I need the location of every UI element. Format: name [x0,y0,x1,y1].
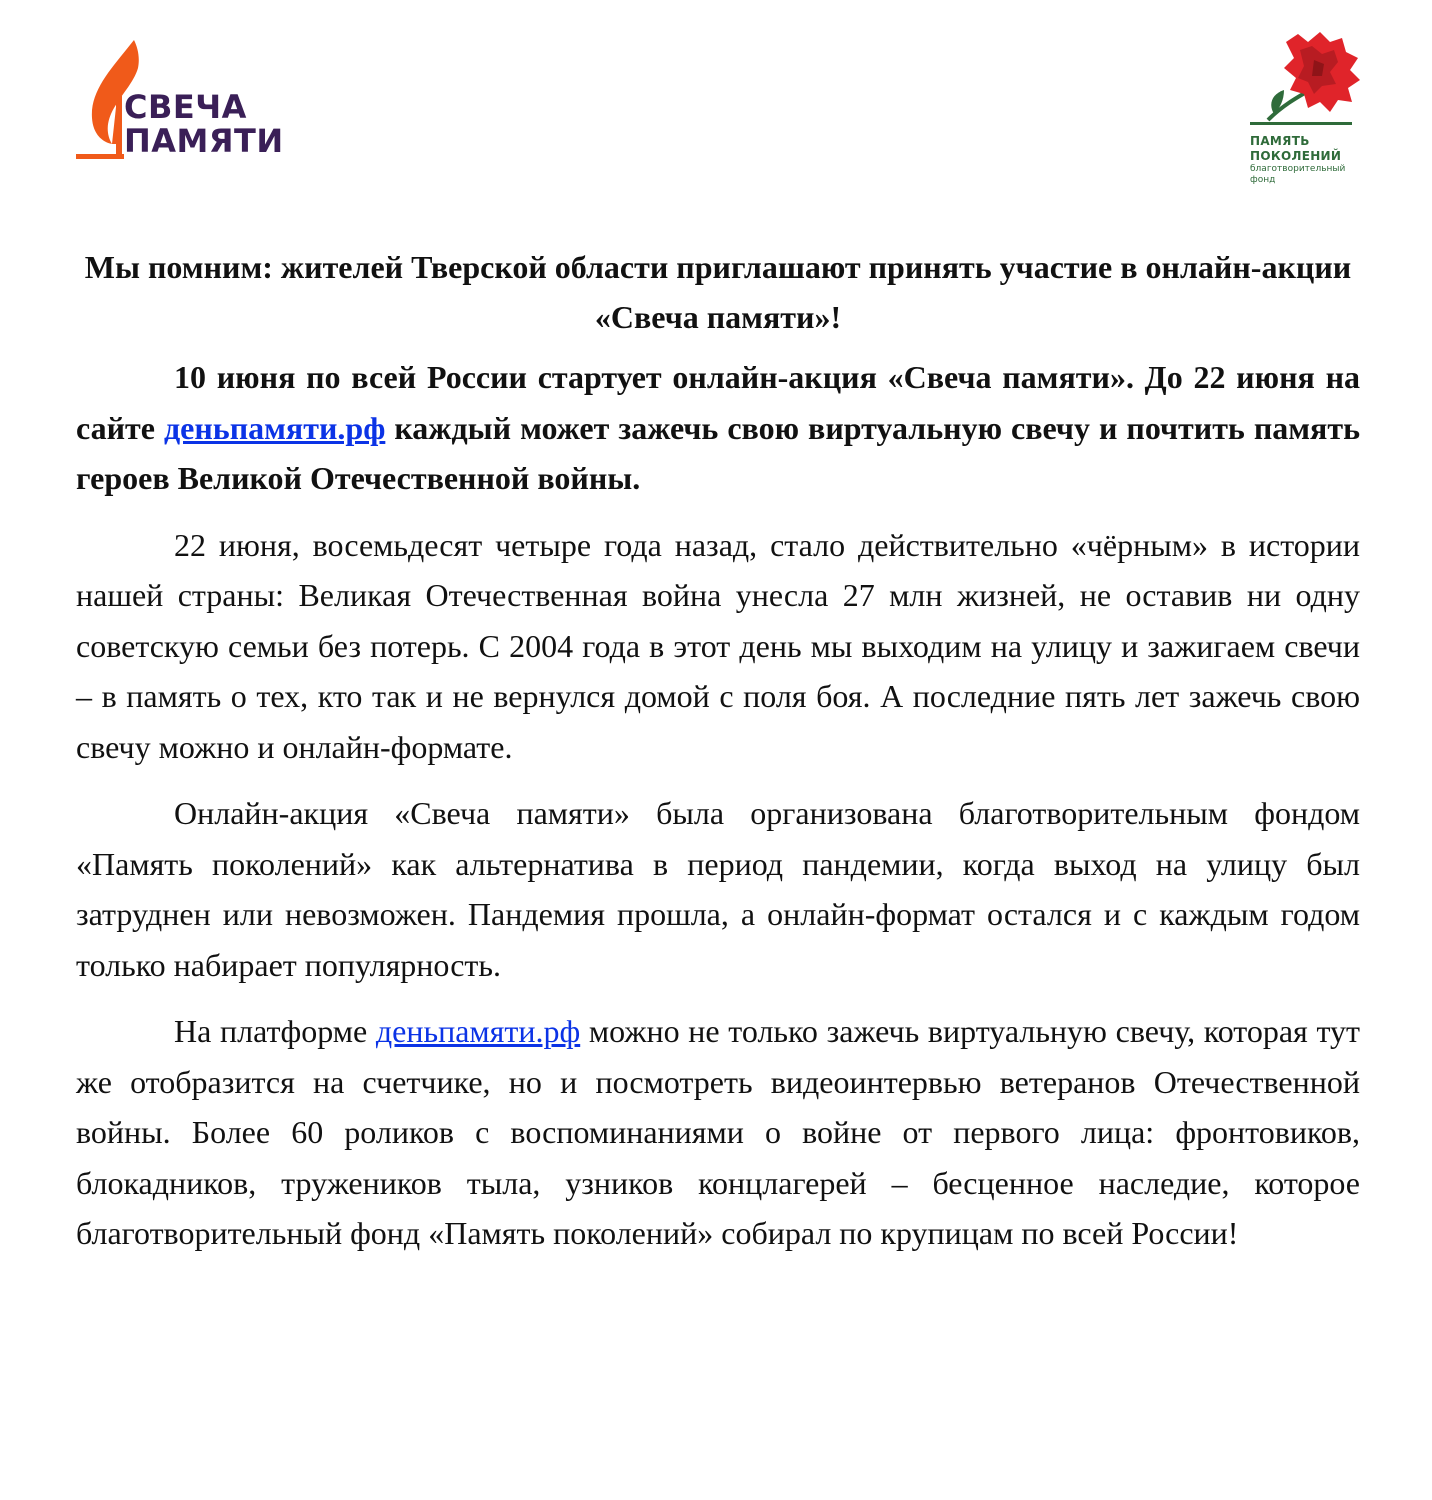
carnation-icon [1238,28,1368,128]
paragraph-1: 22 июня, восемьдесят четыре года назад, стало действительно «чёрным» в истории нашей страны: Великая Отечественная война унесла 27 млн жизней, не оставив ни одну советскую семьи без потерь. С 2004 года в этот день мы выходим на улицу и зажигаем свечи – в память о тех, кто так и не вернулся домой с поля боя. А последние пять лет зажечь свою свечу можно и онлайн-формате. [76,526,1360,765]
svecha-pamyati-wordmark [124,90,284,158]
lead-paragraph [76,352,1360,504]
logo-line-1: СВЕЧА [124,88,247,126]
article [76,242,1360,1259]
article-title: Мы помним: жителей Тверской области приглашают принять участие в онлайн-акции «Свеча памяти»! [84,249,1352,335]
denpamyati-link[interactable]: деньпамяти.рф [163,409,386,446]
pamyat-pokoleniy-logo [1238,28,1368,198]
paragraph-3 [76,1006,1360,1259]
denpamyati-link-2[interactable]: деньпамяти.рф [375,1013,581,1049]
paragraph-3-before: На платформе [174,1013,376,1049]
fund-line-4: фонд [1250,175,1276,185]
logo-divider [1250,122,1352,125]
logo-line-2: ПАМЯТИ [124,122,284,160]
fund-line-3: благотворительный [1250,164,1346,174]
paragraph-3-after: можно не только зажечь виртуальную свечу, которая тут же отобразится на счетчике, но и посмотреть видеоинтервью ветеранов Отечественной войны. Более 60 роликов с воспоминаниями о войне от первого лица: фронтовиков, блокадников, тружеников тыла, узников концлагерей – бесценное наследие, которое благотворительный фонд «Память поколений» собирал по крупицам по всей России! [76,1013,1361,1251]
svecha-pamyati-logo [72,38,312,168]
lead-text-before: 10 июня по всей России стартует онлайн-акция «Свеча памяти». До 22 июня на сайте [76,359,1360,446]
fund-line-2: ПОКОЛЕНИЙ [1250,149,1342,163]
paragraph-2: Онлайн-акция «Свеча памяти» была организована благотворительным фондом «Память поколений» как альтернатива в период пандемии, когда выход на улицу был затруднен или невозможен. Пандемия прошла, а онлайн-формат остался и с каждым годом только набирает популярность. [76,795,1360,983]
pamyat-pokoleniy-wordmark [1250,134,1345,186]
fund-line-1: ПАМЯТЬ [1250,134,1310,148]
lead-text-after: каждый может зажечь свою виртуальную свечу и почтить память героев Великой Отечественной войны. [76,409,1360,496]
